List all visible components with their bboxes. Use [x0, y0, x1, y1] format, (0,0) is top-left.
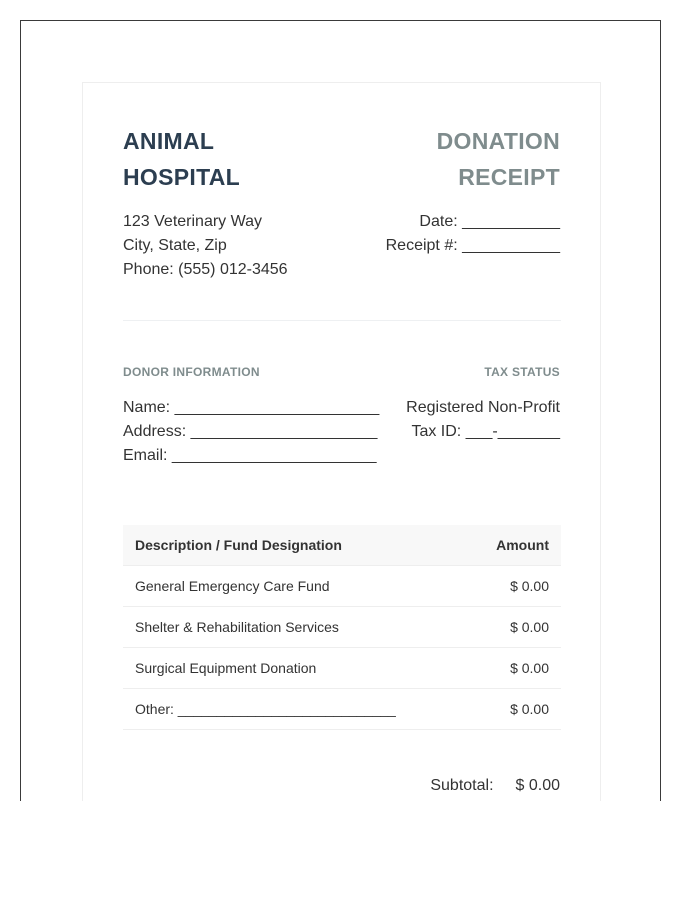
organization-name-line2: HOSPITAL	[123, 164, 240, 190]
receipt-meta	[386, 210, 560, 258]
row-amount: $ 0.00	[510, 701, 549, 717]
row-amount: $ 0.00	[510, 619, 549, 635]
row-description: General Emergency Care Fund	[135, 578, 330, 594]
donor-address-field: Address: _____________________	[123, 423, 378, 440]
address-line1: 123 Veterinary Way	[123, 213, 263, 230]
date-field: Date: ___________	[419, 213, 560, 230]
donor-email-field: Email: _______________________	[123, 447, 377, 464]
subtotal	[430, 777, 560, 795]
table-row	[123, 689, 561, 730]
divider	[123, 320, 561, 321]
tax-status-value: Registered Non-Profit	[406, 399, 560, 416]
table-header-row	[123, 525, 561, 566]
column-header-amount: Amount	[496, 537, 549, 553]
row-amount: $ 0.00	[510, 660, 549, 676]
table-row	[123, 648, 561, 689]
row-description: Other: ____________________________	[135, 701, 396, 717]
column-header-description: Description / Fund Designation	[135, 537, 342, 553]
page-frame	[20, 20, 661, 801]
document-title	[360, 123, 560, 195]
donor-information-heading: DONOR INFORMATION	[123, 365, 260, 379]
subtotal-label: Subtotal:	[430, 777, 494, 794]
organization-address	[123, 210, 288, 282]
table-row	[123, 607, 561, 648]
organization-name-line1: ANIMAL	[123, 128, 215, 154]
row-description: Shelter & Rehabilitation Services	[135, 619, 339, 635]
row-description: Surgical Equipment Donation	[135, 660, 317, 676]
tax-status	[406, 396, 560, 444]
tax-id-field: Tax ID: ___-_______	[411, 423, 560, 440]
organization-name	[123, 123, 323, 195]
row-amount: $ 0.00	[510, 578, 549, 594]
document-title-line1: DONATION	[436, 128, 560, 154]
address-line2: City, State, Zip	[123, 237, 227, 254]
subtotal-value: $ 0.00	[515, 777, 560, 794]
donor-name-field: Name: _______________________	[123, 399, 380, 416]
tax-status-heading: TAX STATUS	[484, 365, 560, 379]
address-phone: Phone: (555) 012-3456	[123, 261, 288, 278]
table-row	[123, 566, 561, 607]
donation-table	[123, 525, 561, 730]
donor-information	[123, 396, 379, 468]
receipt-sheet	[82, 82, 601, 801]
receipt-number-field: Receipt #: ___________	[385, 237, 560, 254]
document-title-line2: RECEIPT	[458, 164, 560, 190]
